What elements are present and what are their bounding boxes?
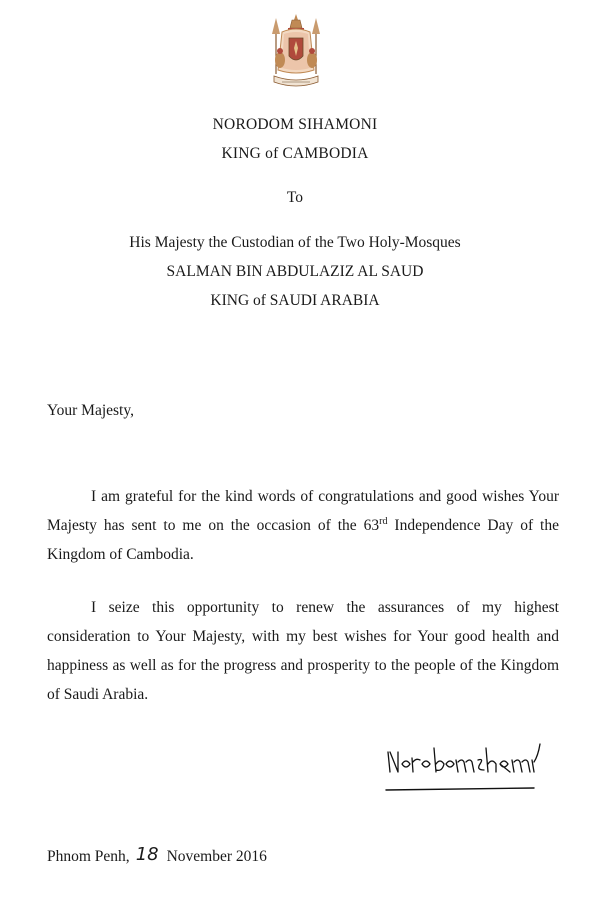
body-paragraph-2: I seize this opportunity to renew the assurances of my highest consideration to Your Majesty, with my best wishes for Your good health and happiness as well as for the progress and prosperity to the people of the Kingdom of Saudi Arabia.: [47, 599, 559, 703]
handwritten-signature-icon: [384, 738, 544, 802]
closing-line: [47, 845, 267, 866]
recipient-title: KING of SAUDI ARABIA: [210, 292, 380, 309]
paragraph-1-text-end: Independence Day of the Kingdom of Cambodia.: [47, 517, 559, 563]
salutation: Your Majesty,: [47, 402, 134, 419]
paragraph-1-text: I am grateful for the kind words of congratulations and good wishes Your Majesty has sent to me on the occasion of the 63: [47, 488, 559, 534]
body-paragraph-1: [47, 482, 559, 569]
sender-title: KING of CAMBODIA: [221, 145, 369, 162]
closing-day: 18: [135, 844, 159, 865]
sender-name: NORODOM SIHAMONI: [212, 116, 378, 133]
ordinal-suffix: rd: [379, 515, 388, 527]
recipient-name: SALMAN BIN ABDULAZIZ AL SAUD: [166, 263, 424, 280]
royal-coat-of-arms-icon: [264, 12, 328, 96]
closing-month-year: November 2016: [166, 848, 267, 865]
to-line: To: [286, 189, 304, 206]
recipient-honorific: His Majesty the Custodian of the Two Holy-Mosques: [129, 234, 461, 251]
closing-place: Phnom Penh,: [47, 848, 130, 865]
